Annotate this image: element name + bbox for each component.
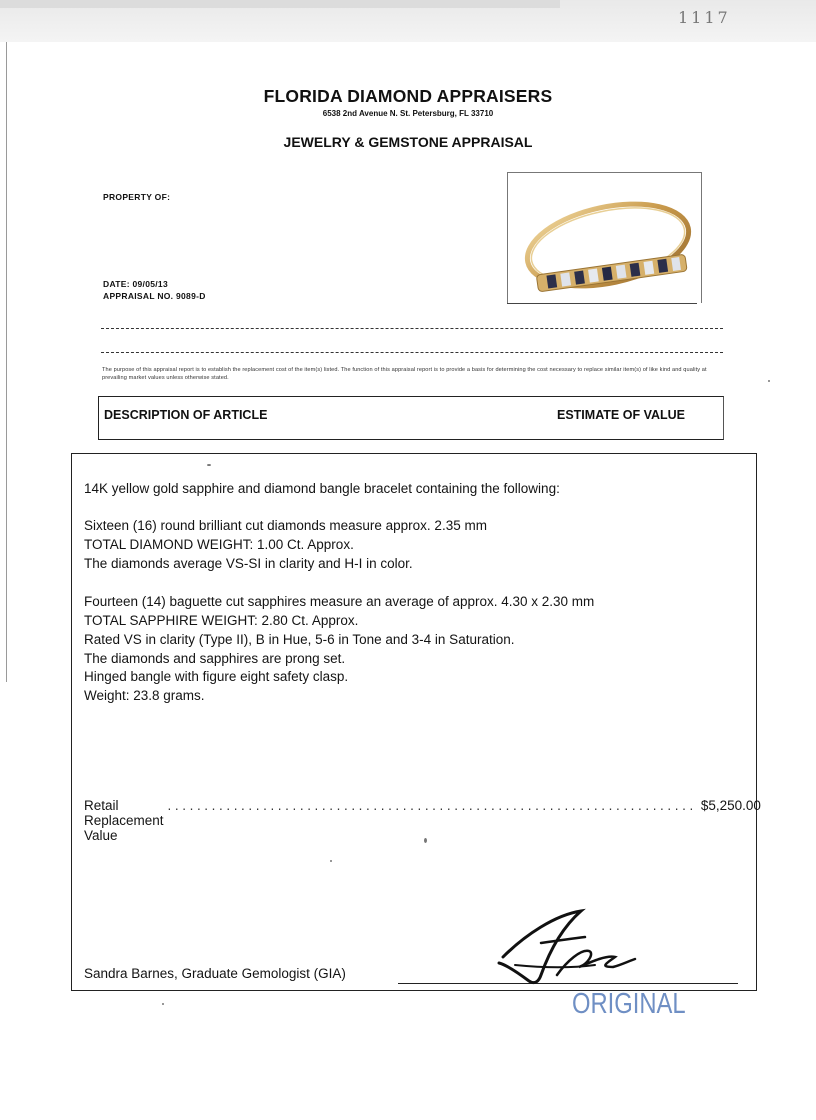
estimate-column-header: ESTIMATE OF VALUE <box>557 408 686 422</box>
handwritten-signature <box>495 905 645 990</box>
company-name: FLORIDA DIAMOND APPRAISERS <box>263 86 553 106</box>
appraisal-number: APPRAISAL NO. 9089-D <box>103 291 206 301</box>
scan-speck <box>424 838 427 843</box>
appraisal-purpose-statement: The purpose of this appraisal report is to establish the replacement cost of the item(s) listed. The function of this appraisal report is to provide a basis for determining the cost necessary to replace similar item(s) of like kind and quality at prevailing market values unless otherwise stated. <box>102 367 707 381</box>
company-address: 6538 2nd Avenue N. St. Petersburg, FL 33710 <box>322 109 494 118</box>
property-line-2 <box>101 352 723 353</box>
property-line-1 <box>101 328 723 329</box>
retail-value-leader: ........................................................................ <box>167 798 697 813</box>
retail-value-label: Retail Replacement Value <box>84 798 164 843</box>
scan-speck <box>162 1003 164 1005</box>
bangle-bracelet-photo <box>508 173 701 303</box>
handwritten-page-number: 1117 <box>678 8 731 27</box>
setting-line: The diamonds and sapphires are prong set. <box>84 651 346 666</box>
document-title: JEWELRY & GEMSTONE APPRAISAL <box>283 134 533 150</box>
retail-value-row <box>84 798 761 843</box>
date-line: DATE: 09/05/13 <box>103 279 168 289</box>
sapphire-detail-line: Fourteen (14) baguette cut sapphires measure an average of approx. 4.30 x 2.30 mm <box>84 594 595 609</box>
item-intro: 14K yellow gold sapphire and diamond bangle bracelet containing the following: <box>84 481 560 496</box>
property-of-label: PROPERTY OF: <box>103 192 171 202</box>
sapphire-grade-line: Rated VS in clarity (Type II), B in Hue, 5-6 in Tone and 3-4 in Saturation. <box>84 632 515 647</box>
clasp-line: Hinged bangle with figure eight safety clasp. <box>84 669 349 684</box>
sapphire-weight-line: TOTAL SAPPHIRE WEIGHT: 2.80 Ct. Approx. <box>84 613 359 628</box>
item-photo-frame <box>507 172 702 303</box>
scan-speck <box>330 860 332 862</box>
diamond-detail-line: Sixteen (16) round brilliant cut diamonds measure approx. 2.35 mm <box>84 518 487 533</box>
retail-value-amount: $5,250.00 <box>700 798 761 813</box>
scan-top-shadow <box>0 0 560 8</box>
photo-underline <box>507 303 697 304</box>
weight-line: Weight: 23.8 grams. <box>84 688 205 703</box>
original-stamp: ORIGINAL <box>572 988 686 1020</box>
signer-name: Sandra Barnes, Graduate Gemologist (GIA) <box>84 966 346 981</box>
description-column-header: DESCRIPTION OF ARTICLE <box>104 408 268 422</box>
scan-speck <box>207 464 211 466</box>
diamond-weight-line: TOTAL DIAMOND WEIGHT: 1.00 Ct. Approx. <box>84 537 354 552</box>
diamond-grade-line: The diamonds average VS-SI in clarity and H-I in color. <box>84 556 413 571</box>
scan-speck <box>768 380 770 382</box>
